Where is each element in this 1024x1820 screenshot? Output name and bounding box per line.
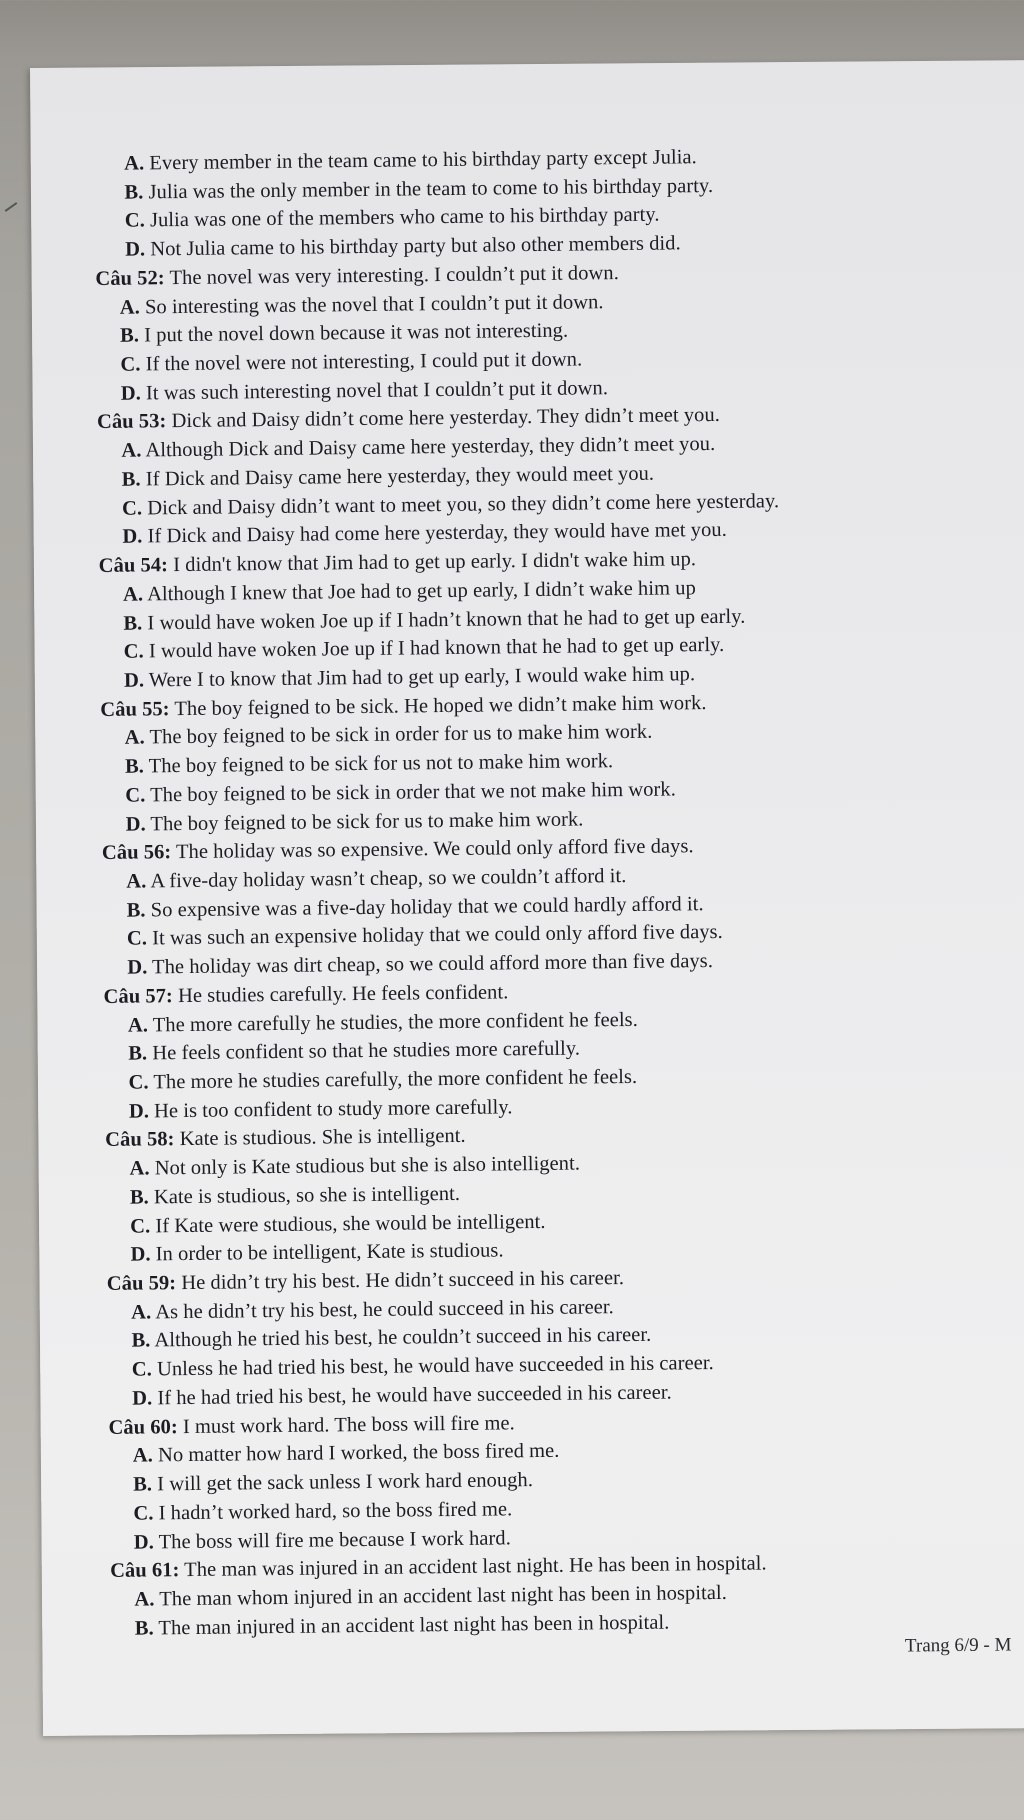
question-text: Dick and Daisy didn’t come here yesterday. They didn’t meet you. (166, 404, 721, 433)
question-number: Câu 57: (103, 985, 173, 1008)
option-text: He feels confident so that he studies more carefully. (147, 1037, 581, 1065)
option-letter: B. (133, 1473, 153, 1496)
option-text: If the novel were not interesting, I could put it down. (140, 348, 583, 376)
question-number: Câu 60: (108, 1415, 178, 1439)
option-letter: C. (121, 497, 143, 520)
option-text: The boss will fire me because I work hard. (153, 1526, 511, 1553)
option-text: Although Dick and Daisy came here yesterday, they didn’t meet you. (141, 433, 716, 462)
option-letter: C. (133, 1502, 154, 1525)
question-text: The holiday was so expensive. We could only afford five days. (171, 835, 694, 864)
option-text: Not Julia came to his birthday party but also other members did. (145, 232, 681, 261)
option-text: The man injured in an accident last night has been in hospital. (153, 1611, 670, 1640)
option-text: If Dick and Daisy came here yesterday, they would meet you. (140, 462, 655, 491)
option-letter: D. (133, 1530, 154, 1554)
option-letter: A. (127, 1014, 149, 1037)
question-number: Câu 59: (106, 1272, 177, 1295)
option-letter: C. (126, 927, 148, 951)
option-letter: C. (124, 209, 145, 233)
option-text: Julia was one of the members who came to his birthday party. (144, 204, 660, 232)
option-letter: D. (127, 956, 148, 979)
option-letter: D. (132, 1387, 153, 1410)
option-letter: C. (125, 784, 146, 807)
option-letter: D. (128, 1100, 150, 1123)
option-text: I put the novel down because it was not interesting. (138, 319, 569, 347)
option-text: The man whom injured in an accident last night has been in hospital. (154, 1581, 727, 1611)
option-text: If Dick and Daisy had come here yesterday, they would have met you. (142, 519, 727, 548)
question-number: Câu 52: (95, 267, 165, 290)
option-letter: D. (130, 1243, 151, 1266)
option-text: If Kate were studious, she would be intelligent. (150, 1210, 546, 1238)
option-text: The boy feigned to be sick for us to make him work. (145, 808, 584, 835)
option-letter: A. (129, 1157, 150, 1180)
option-letter: A. (132, 1444, 153, 1467)
option-letter: B. (123, 611, 143, 635)
option-text: Although he tried his best, he couldn’t succeed in his career. (150, 1324, 652, 1352)
question-text: Kate is studious. She is intelligent. (174, 1125, 466, 1151)
option-text: It was such an expensive holiday that we could only afford five days. (146, 921, 723, 950)
option-letter: B. (129, 1186, 149, 1209)
option-text: The boy feigned to be sick for us not to make him work. (143, 750, 614, 778)
option-letter: B. (124, 755, 145, 778)
question-number: Câu 58: (105, 1128, 175, 1152)
option-letter: D. (123, 669, 145, 692)
option-letter: C. (123, 640, 144, 663)
option-letter: A. (124, 726, 145, 750)
option-text: The boy feigned to be sick in order for us to make him work. (144, 721, 653, 749)
option-letter: B. (124, 181, 144, 204)
option-text: If he had tried his best, he would have succeeded in his career. (152, 1381, 672, 1410)
question-text: The man was injured in an accident last night. He has been in hospital. (179, 1552, 767, 1582)
option-text: No matter how hard I worked, the boss fired me. (152, 1440, 560, 1467)
option-letter: B. (131, 1329, 151, 1353)
option-text: Every member in the team came to his birthday party except Julia. (144, 146, 697, 175)
option-letter: B. (126, 899, 146, 922)
page-number: Trang 6/9 - M (904, 1634, 1012, 1657)
exam-content (94, 140, 991, 1643)
option-text: Were I to know that Jim had to get up early, I would wake him up. (143, 663, 696, 692)
option-text: He is too confident to study more carefully. (148, 1096, 513, 1123)
option-letter: D. (125, 238, 146, 261)
pen-mark (5, 202, 18, 212)
option-letter: A. (122, 583, 144, 606)
question-text: I didn't know that Jim had to get up early. I didn't wake him up. (167, 548, 697, 577)
question-number: Câu 53: (96, 410, 167, 434)
option-letter: B. (128, 1042, 148, 1065)
option-text: So interesting was the novel that I couldn’t put it down. (139, 290, 604, 319)
option-letter: B. (121, 468, 141, 491)
option-letter: C. (131, 1358, 152, 1381)
option-letter: A. (131, 1301, 152, 1324)
option-text: It was such interesting novel that I couldn’t put it down. (140, 376, 609, 405)
option-text: Unless he had tried his best, he would have succeeded in his career. (151, 1352, 714, 1381)
option-text: In order to be intelligent, Kate is studious. (150, 1239, 504, 1266)
option-letter: C. (128, 1071, 149, 1094)
option-letter: C. (130, 1215, 151, 1238)
option-text: I will get the sack unless I work hard enough. (151, 1469, 534, 1496)
option-text: Not only is Kate studious but she is also intelligent. (149, 1152, 581, 1180)
option-letter: A. (121, 439, 142, 462)
option-letter: D. (120, 382, 141, 405)
question-number: Câu 61: (109, 1559, 180, 1583)
question-text: He didn’t try his best. He didn’t succeed in his career. (176, 1267, 625, 1295)
option-text: The more carefully he studies, the more confident he feels. (147, 1008, 638, 1037)
option-text: I hadn’t worked hard, so the boss fired me. (153, 1498, 513, 1525)
option-letter: B. (119, 324, 140, 348)
option-text: Dick and Daisy didn’t want to meet you, so they didn’t come here yesterday. (141, 489, 780, 520)
option-letter: A. (119, 296, 140, 319)
question-text: The novel was very interesting. I couldn’t put it down. (164, 261, 619, 290)
option-text: I would have woken Joe up if I hadn’t known that he had to get up early. (142, 605, 746, 634)
option-text: The holiday was dirt cheap, so we could afford more than five days. (147, 950, 714, 979)
question-text: The boy feigned to be sick. He hoped we didn’t make him work. (169, 691, 707, 720)
option-text: I would have woken Joe up if I had known that he had to get up early. (143, 634, 725, 663)
question-number: Câu 56: (101, 841, 172, 865)
option-text: Julia was the only member in the team to come to his birthday party. (143, 174, 714, 204)
option-text: So expensive was a five-day holiday that we could hardly afford it. (145, 892, 704, 922)
option-letter: A. (134, 1588, 155, 1611)
option-letter: B. (134, 1617, 154, 1640)
option-text: As he didn’t try his best, he could succeed in his career. (151, 1295, 614, 1324)
option-text: The more he studies carefully, the more confident he feels. (148, 1065, 638, 1094)
question-number: Câu 54: (98, 554, 169, 578)
option-letter: D. (125, 812, 146, 836)
option-text: Although I knew that Joe had to get up early, I didn’t wake him up (142, 576, 696, 606)
option-text: Kate is studious, so she is intelligent. (148, 1182, 461, 1209)
option-letter: D. (122, 525, 143, 549)
option-letter: A. (124, 152, 145, 175)
question-text: I must work hard. The boss will fire me. (177, 1411, 515, 1438)
question-text: He studies carefully. He feels confident. (172, 981, 509, 1008)
option-letter: A. (126, 870, 147, 893)
option-text: A five-day holiday wasn’t cheap, so we couldn’t afford it. (146, 864, 627, 893)
option-text: The boy feigned to be sick in order that we not make him work. (145, 778, 676, 807)
question-number: Câu 55: (100, 697, 170, 721)
option-letter: C. (120, 353, 141, 376)
